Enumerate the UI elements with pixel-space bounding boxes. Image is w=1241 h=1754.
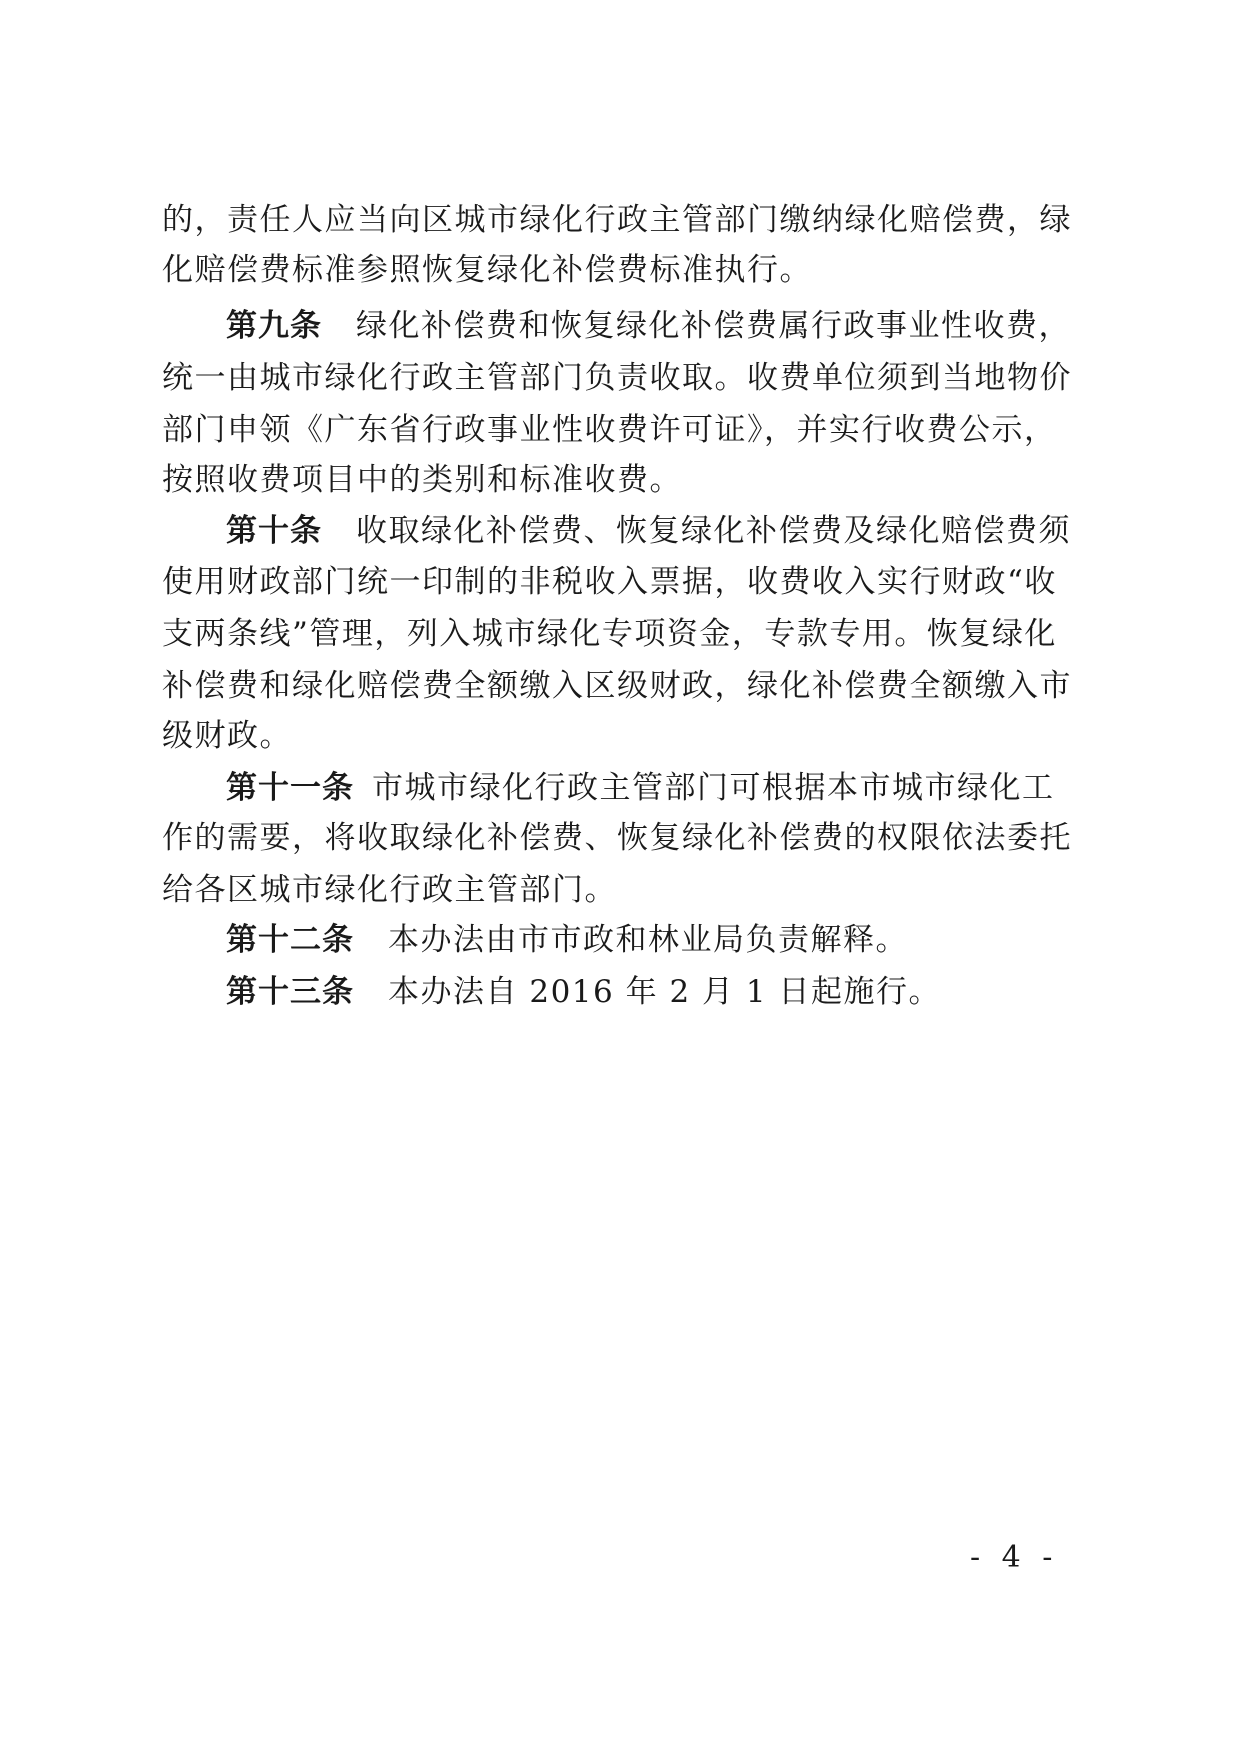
body-line: 支两条线”管理，列入城市绿化专项资金，专款专用。恢复绿化 [162, 616, 1057, 652]
body-line: 补偿费和绿化赔偿费全额缴入区级财政，绿化补偿费全额缴入市 [162, 668, 1072, 704]
article-11-label: 第十一条 [226, 770, 354, 806]
body-line: 按照收费项目中的类别和标准收费。 [162, 462, 682, 498]
body-line: 化赔偿费标准参照恢复绿化补偿费标准执行。 [162, 252, 812, 288]
article-12-text: 本办法由市市政和林业局负责解释。 [388, 922, 908, 958]
body-line: 的，责任人应当向区城市绿化行政主管部门缴纳绿化赔偿费，绿 [162, 202, 1072, 238]
body-line: 使用财政部门统一印制的非税收入票据，收费收入实行财政“收 [162, 564, 1057, 600]
article-10-text: 收取绿化补偿费、恢复绿化补偿费及绿化赔偿费须 [356, 513, 1071, 549]
body-line: 统一由城市绿化行政主管部门负责收取。收费单位须到当地物价 [162, 360, 1072, 396]
article-9-first-line [226, 306, 1071, 346]
article-10-first-line [226, 511, 1071, 551]
body-line: 级财政。 [162, 718, 292, 754]
article-13-text: 本办法自 2016 年 2 月 1 日起施行。 [388, 974, 941, 1010]
article-9-text: 绿化补偿费和恢复绿化补偿费属行政事业性收费， [356, 308, 1071, 344]
body-line: 部门申领《广东省行政事业性收费许可证》，并实行收费公示， [162, 412, 1057, 448]
article-11-first-line [226, 768, 1055, 808]
article-13-line [226, 972, 941, 1012]
body-line: 给各区城市绿化行政主管部门。 [162, 872, 617, 908]
body-line: 作的需要，将收取绿化补偿费、恢复绿化补偿费的权限依法委托 [162, 820, 1072, 856]
article-12-line [226, 920, 908, 960]
page-number: - 4 - [970, 1540, 1059, 1575]
article-11-text: 市城市绿化行政主管部门可根据本市城市绿化工 [372, 770, 1055, 806]
article-9-label: 第九条 [226, 308, 322, 344]
article-12-label: 第十二条 [226, 922, 354, 958]
article-13-label: 第十三条 [226, 974, 354, 1010]
article-10-label: 第十条 [226, 513, 322, 549]
